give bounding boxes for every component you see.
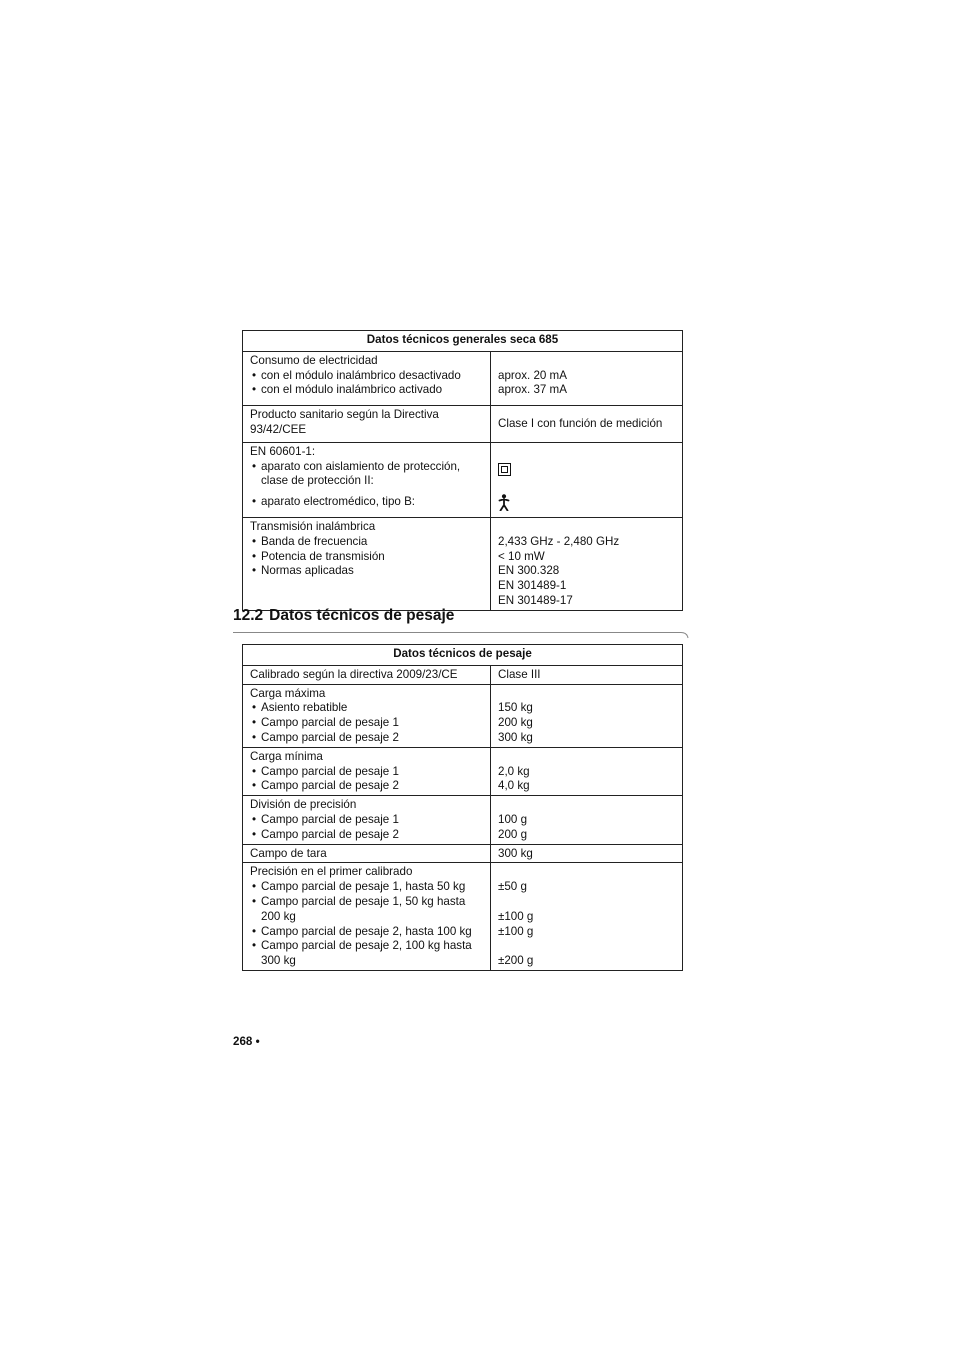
table-header-row xyxy=(243,645,683,666)
bullet-list xyxy=(250,813,483,843)
type-b-applied-part-icon xyxy=(498,494,510,511)
list-item: • Campo parcial de pesaje 2 xyxy=(250,731,483,746)
value: aprox. 37 mA xyxy=(498,383,567,397)
value: EN 300.328 xyxy=(498,564,560,578)
general-specs-table xyxy=(242,330,683,611)
protection-class-ii-icon xyxy=(498,463,511,476)
value: 2,0 kg xyxy=(498,764,530,778)
row-label: Campo de tara xyxy=(250,846,327,860)
list-item: • Campo parcial de pesaje 1 xyxy=(250,765,483,780)
section-heading xyxy=(233,607,454,625)
bullet-list xyxy=(250,701,483,745)
list-item: • Campo parcial de pesaje 2 xyxy=(250,828,483,843)
bullet-list xyxy=(250,765,483,795)
section-divider xyxy=(233,628,693,642)
bullet-list xyxy=(250,535,483,579)
row-label: División de precisión xyxy=(250,798,357,812)
row-value-cell xyxy=(491,747,683,795)
value: EN 301489-17 xyxy=(498,593,573,607)
value: 200 kg xyxy=(498,716,533,730)
section-title: Datos técnicos de pesaje xyxy=(269,607,455,624)
row-label-cell xyxy=(243,844,491,863)
list-item: • Normas aplicadas xyxy=(250,564,483,579)
row-label: Precisión en el primer calibrado xyxy=(250,865,413,879)
row-label: Calibrado según la directiva 2009/23/CE xyxy=(250,667,458,681)
value: ±100 g xyxy=(498,909,534,923)
value: EN 301489-1 xyxy=(498,579,567,593)
row-label-cell xyxy=(243,747,491,795)
row-value-cell xyxy=(491,406,683,443)
value: 100 g xyxy=(498,812,528,826)
list-item: • aparato con aislamiento de protección, clase de protección II: xyxy=(250,460,483,490)
row-label: Carga mínima xyxy=(250,749,323,763)
table-row xyxy=(243,796,683,844)
bullet-list xyxy=(250,880,483,969)
row-value-cell xyxy=(491,863,683,971)
list-item: • Campo parcial de pesaje 1 xyxy=(250,716,483,731)
list-item: • Campo parcial de pesaje 1, hasta 50 kg xyxy=(250,880,483,895)
table-row xyxy=(243,517,683,610)
row-label: EN 60601-1: xyxy=(250,444,316,458)
bullet-list xyxy=(250,460,483,510)
list-item: • con el módulo inalámbrico desactivado xyxy=(250,369,483,384)
bullet-list xyxy=(250,369,483,399)
row-label: Transmisión inalámbrica xyxy=(250,519,376,533)
table-title: Datos técnicos generales seca 685 xyxy=(243,331,683,352)
value: ±100 g xyxy=(498,924,534,938)
row-label-cell xyxy=(243,863,491,971)
row-value-cell xyxy=(491,665,683,684)
value: < 10 mW xyxy=(498,549,545,563)
row-label-cell xyxy=(243,665,491,684)
weighing-specs-table xyxy=(242,644,683,971)
value: Clase III xyxy=(498,667,541,681)
value: 150 kg xyxy=(498,701,533,715)
page-number: 268 • xyxy=(233,1035,260,1048)
value: ±200 g xyxy=(498,954,534,968)
row-label-cell xyxy=(243,517,491,610)
row-value-cell xyxy=(491,442,683,517)
table-row xyxy=(243,863,683,971)
list-item: • Potencia de transmisión xyxy=(250,550,483,565)
table-row xyxy=(243,351,683,405)
value: 300 kg xyxy=(498,846,533,860)
row-value-cell xyxy=(491,844,683,863)
table-header-row xyxy=(243,331,683,352)
row-label: Consumo de electricidad xyxy=(250,353,378,367)
table-row xyxy=(243,747,683,795)
table-row xyxy=(243,406,683,443)
row-value-cell xyxy=(491,684,683,747)
row-label: Carga máxima xyxy=(250,686,326,700)
row-label-cell xyxy=(243,796,491,844)
value: 4,0 kg xyxy=(498,779,530,793)
value: 300 kg xyxy=(498,730,533,744)
row-value-cell xyxy=(491,517,683,610)
value: aprox. 20 mA xyxy=(498,368,567,382)
row-label-cell xyxy=(243,442,491,517)
list-item: • aparato electromédico, tipo B: xyxy=(250,495,483,510)
row-label: Producto sanitario según la Directiva 93/42/CEE xyxy=(250,408,439,436)
list-item: • Campo parcial de pesaje 1, 50 kg hasta 200 kg xyxy=(250,895,483,925)
table-row xyxy=(243,684,683,747)
value: ±50 g xyxy=(498,880,527,894)
value: 2,433 GHz - 2,480 GHz xyxy=(498,534,620,548)
table-title: Datos técnicos de pesaje xyxy=(243,645,683,666)
section-number: 12.2 xyxy=(233,607,264,624)
table-row xyxy=(243,442,683,517)
row-label-cell xyxy=(243,351,491,405)
list-item: • Campo parcial de pesaje 2, hasta 100 kg xyxy=(250,925,483,940)
table-row xyxy=(243,844,683,863)
list-item: • Banda de frecuencia xyxy=(250,535,483,550)
list-item: • Campo parcial de pesaje 2, 100 kg hasta 300 kg xyxy=(250,939,483,969)
list-item: • Campo parcial de pesaje 1 xyxy=(250,813,483,828)
list-item: • con el módulo inalámbrico activado xyxy=(250,383,483,398)
row-value-cell xyxy=(491,796,683,844)
row-value-cell xyxy=(491,351,683,405)
value: Clase I con función de medición xyxy=(498,417,663,431)
row-label-cell xyxy=(243,684,491,747)
value: 200 g xyxy=(498,827,528,841)
row-label-cell xyxy=(243,406,491,443)
table-row xyxy=(243,665,683,684)
list-item: • Asiento rebatible xyxy=(250,701,483,716)
list-item: • Campo parcial de pesaje 2 xyxy=(250,779,483,794)
